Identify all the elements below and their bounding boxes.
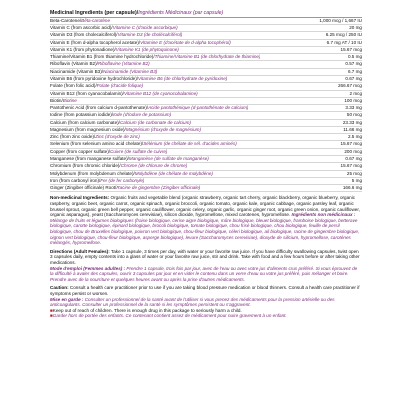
ingredient-name [50, 149, 167, 155]
ingredient-row [50, 25, 362, 32]
warning-text-en: Keep out of reach of children. There is enough drug in this package to seriously harm a child. [52, 307, 242, 313]
ingredient-amount: 15.67 mcg [340, 46, 362, 52]
ingredient-name-fr: Cuivre (de sulfate de cuivre) [110, 148, 168, 154]
ingredient-amount: 2.5 mg [347, 134, 362, 140]
ingredient-name-fr: Vitamine E (d'acétate de d-alpha tocophérol) [140, 39, 231, 45]
ingredient-amount: 15.67 mcg [340, 141, 362, 147]
ingredient-amount: 2 mcg [349, 90, 362, 96]
ingredient-name-fr: Folate (d'acide folique) [96, 83, 144, 89]
ingredient-amount: 6.7 mg [347, 68, 362, 74]
ingredient-name-en: Magnesium (from magnesium oxide)/ [50, 126, 126, 132]
ingredient-name [50, 120, 191, 126]
ingredient-name-en: Copper (from copper sulfate)/ [50, 148, 110, 154]
ingredient-name [50, 32, 182, 38]
ingredient-amount: 0.57 mg [345, 61, 362, 67]
non-medicinal-text-en: Organic fruits and vegetable blend (organic strawberry, organic tart cherry, organic blackberry, organic blueberry, organic raspberry, organic beet, organic carrot, organic spinach, organic broccoli, organic tomato, organic kale, organic cabbage, organic parsley leaf, organic brussel sprout, organic green bell pepper, organic cauliflower, organic celery, organic garlic, organic ginger root, organic green onion, organic cauliflower, organic asparagus), yeast (Saccharomyces cerevisiae), silicon dioxide, hypromellose, mixed carotenes, hypromellose. [50, 195, 360, 218]
directions-text-fr: Prendre 1 capsule, trois fois par jour, avec de l'eau ou avec votre jus d'aliments crus préféré. Si vous éprouvez de la difficulté à avaler des capsules, ouvrir 3 capsules par jour et en vider le contenu dans un verre d'eau ou votre jus préféré, puis mélanger et boire. Prendre avec de la nourriture et quelques heures avant ou après la prise d'autres médicaments. [50, 265, 358, 282]
ingredient-name-en: Thiamine/Vitamin B1 (from thiamine hydrochloride)/ [50, 54, 155, 60]
ingredient-name-en: Vitamin E (from d-alpha tocopherol acetate)/ [50, 39, 141, 45]
ingredient-row [50, 54, 362, 61]
non-medicinal-title-en: Non-medicinal Ingredients: [50, 195, 110, 201]
ingredient-amount: 6.7 mg AT / 10 IU [326, 39, 362, 45]
ingredient-amount: 0.67 mg [345, 156, 362, 162]
ingredient-name [50, 25, 178, 31]
ingredient-row [50, 127, 362, 134]
warning-text-fr: Garder hors de portée des enfants. Ce contenant contient assez de médicament pour nuire gravement à un enfant. [52, 313, 287, 319]
ingredient-row [50, 141, 362, 148]
ingredient-name [50, 54, 260, 60]
ingredient-amount: 100 mcg [344, 97, 362, 103]
non-medicinal-title-fr: Ingrédients non médicinaux : [291, 212, 356, 218]
ingredient-name-fr: Magnésium (d'oxyde de magnésium) [125, 126, 202, 132]
ingredient-name [50, 178, 144, 184]
ingredient-name [50, 156, 209, 162]
ingredient-amount: 1,000 mcg / 1,667 IU [319, 17, 362, 23]
ingredient-name-en: Biotin/ [50, 97, 63, 103]
ingredient-name-en: Ginger (Zingiber officinale) Root/ [50, 185, 117, 191]
ingredient-name-en: Iodine (from potassium iodide)/ [50, 112, 114, 118]
caution-section [50, 285, 362, 319]
ingredient-name [50, 76, 227, 82]
ingredient-name [50, 112, 171, 118]
ingredient-row [50, 178, 362, 185]
ingredient-row [50, 171, 362, 178]
ingredient-name-fr: Iode (d'iodure de potassium) [113, 112, 172, 118]
ingredient-row [50, 32, 362, 39]
ingredient-row [50, 112, 362, 119]
ingredient-name-en: Selenium (from selenium amino acid chelate)/ [50, 141, 144, 147]
ingredient-name-en: Vitamin C (from ascorbic acid)/ [50, 24, 113, 30]
caution-text-fr: Consulter un professionnel de la santé avant de l'utiliser si vous prenez des médicaments pour la pression artérielle ou des anticoagulants. Consulter un professionnel de la santé si les symptômes persistent ou s'aggravent. [50, 296, 335, 308]
ingredient-name-fr: Riboflavine (Vitamine B2) [97, 61, 150, 67]
ingredient-name [50, 163, 187, 169]
ingredient-name-en: Beta-Carotene/ [50, 17, 82, 23]
ingredient-name-fr: Bêta-carotène [81, 17, 111, 23]
ingredient-row [50, 69, 362, 76]
ingredient-name-en: Riboflavin (Vitamin B2)/ [50, 61, 98, 67]
ingredient-name [50, 47, 179, 53]
ingredient-name-en: Zinc (from zinc oxide)/ [50, 134, 96, 140]
ingredient-name-en: Molybdenum (from molybdenum chelate)/ [50, 170, 135, 176]
directions-title-en: Directions (Adult Females): [50, 248, 110, 254]
ingredient-amount: 266.67 mcg [337, 83, 362, 89]
ingredient-name-fr: Zinc (d'oxyde de zinc) [95, 134, 140, 140]
ingredient-name-en: Calcium (from calcium carbonate)/ [50, 119, 120, 125]
directions-text-en: Take 1 capsule, 3 times per day, with water or your favorite raw juice. If you have difficulty swallowing capsules, twist open 3 capsules daily, empty contents into a glass of water or your favorite raw juice, stir and drink. Take with food and a few hours before or after taking other medications. [50, 248, 360, 265]
warning-bullet-icon: ■ [50, 313, 53, 319]
ingredient-name-fr: Sélénium (de chélate de sél. d'acides aminés) [143, 141, 237, 147]
ingredient-name-en: Manganese (from manganese sulfate)/ [50, 156, 129, 162]
ingredient-name [50, 105, 248, 111]
ingredient-name [50, 69, 157, 75]
header-title-fr: Ingrédients Médicinaux (par capsule) [138, 10, 224, 16]
ingredient-amount: 50 mcg [346, 112, 362, 118]
ingredient-row [50, 91, 362, 98]
ingredient-row [50, 163, 362, 170]
label-panel [50, 10, 362, 319]
ingredient-name-fr: Chrome (de chlorure de chrome) [120, 163, 188, 169]
ingredient-name-fr: Acide pantothénique (d-pantothénate de calcium) [148, 105, 249, 111]
ingredient-name-fr: Vitamine B6 (de chlorhydrate de pyridoxine) [138, 75, 228, 81]
ingredient-name-en: Niacinamide (Vitamin B3)/ [50, 68, 104, 74]
non-medicinal-section [50, 195, 362, 245]
caution-title-en: Caution: [50, 285, 69, 291]
ingredient-name-fr: Racine de gingembre (Zingiber officinale) [116, 185, 201, 191]
ingredient-row [50, 105, 362, 112]
ingredient-name [50, 83, 143, 89]
ingredient-row [50, 61, 362, 68]
ingredient-row [50, 134, 362, 141]
ingredient-name-fr: Vitamine C (d'acide ascorbique) [112, 24, 178, 30]
ingredient-name [50, 141, 237, 147]
ingredient-name-en: Vitamin B12 (from cyanocobalamin)/ [50, 90, 124, 96]
ingredient-name-en: Vitamin B6 (from pyridoxine hydrochloride)/ [50, 75, 138, 81]
ingredient-name [50, 134, 140, 140]
ingredient-name-fr: Vitamine B12 (de cyanocobalamine) [123, 90, 198, 96]
ingredient-amount: 5 mg [351, 177, 362, 183]
ingredient-name-fr: Calcium (de carbonate de calcium) [119, 119, 191, 125]
ingredient-name-en: Vitamin D3 (from cholecalciferol)/ [50, 32, 118, 38]
ingredient-row [50, 18, 362, 25]
ingredient-name-fr: Vitamine K1 (de phytoquinone) [115, 46, 179, 52]
ingredients-header [50, 10, 362, 18]
ingredient-name [50, 40, 231, 46]
ingredient-name-en: Vitamin K1 (from phytonadione)/ [50, 46, 116, 52]
ingredients-table [50, 18, 362, 193]
ingredient-name-en: Iron (from carbonyl iron)/ [50, 177, 101, 183]
ingredient-row [50, 185, 362, 192]
ingredient-amount: 20 mg [349, 24, 362, 30]
ingredient-name [50, 127, 201, 133]
ingredient-row [50, 120, 362, 127]
ingredient-name-en: Pantothenic Acid (from calcium d-pantothenate)/ [50, 105, 149, 111]
non-medicinal-text-fr: Mélange de fruits et légumes biologiques (fraise biologique, cerise aigre biologique, mûre biologique, bleuet biologique, framboise biologique, betterave biologique, carotte biologique, épinard biologique, brocoli biologique, tomate biologique, chou frisé biologique, chou biologique, feuille de persil biologique, chou de Bruxelles biologique, poivron vert biologique, chou-fleur biologique, céleri biologique, ail biologique, racine de gingembre biologique, oignon vert biologique, chou-fleur biologique, asperge biologique), levure (Saccharomyces cerevisiae), dioxyde de silicium, hypromellose, caroténes mélangés, hypromellose. [50, 217, 360, 246]
ingredient-amount: 200 mcg [344, 148, 362, 154]
caution-text-en: Consult a health care practitioner prior to use if you are taking blood pressure medication or blood thinners. Consult a health care practitioner if symptoms persist or worsen. [50, 285, 360, 296]
ingredient-amount: 15.67 mcg [340, 163, 362, 169]
header-title-en: Medicinal Ingredients (per capsule)/ [50, 10, 139, 16]
ingredient-name-fr: Niacinamide (Vitamine B3) [103, 68, 158, 74]
ingredient-row [50, 149, 362, 156]
ingredient-name-en: Folate (from folic acid)/ [50, 83, 97, 89]
ingredient-row [50, 76, 362, 83]
ingredient-name-fr: Biotine [62, 97, 77, 103]
ingredient-amount: 25 mcg [346, 170, 362, 176]
ingredient-name [50, 61, 150, 67]
warning-bullet-icon: ■ [50, 307, 53, 313]
directions-title-fr: Mode d'emploi (Femmes adultes) : [50, 265, 126, 271]
ingredient-name [50, 171, 213, 177]
ingredient-name-fr: Thiamine/Vitamine B1 (de chlorhydrate de thiamine) [154, 54, 261, 60]
ingredient-row [50, 47, 362, 54]
ingredient-name-en: Chromium (from chromic chloride)/ [50, 163, 121, 169]
ingredient-row [50, 40, 362, 47]
ingredient-name-fr: Manganèse (de sulfate de manganèse) [128, 156, 209, 162]
ingredient-amount: 6.25 mcg / 250 IU [325, 32, 362, 38]
caution-title-fr: Mise en garde : [50, 296, 84, 302]
ingredient-name-fr: Vitamine D3 (de cholécalciférol) [117, 32, 183, 38]
ingredient-name [50, 185, 200, 191]
ingredient-amount: 3.33 mg [345, 105, 362, 111]
directions-section [50, 249, 362, 283]
ingredient-name-fr: Fer (de fer carbonyle) [100, 177, 145, 183]
ingredient-name [50, 91, 198, 97]
ingredient-name [50, 18, 110, 24]
ingredient-amount: 0.5 mg [347, 54, 362, 60]
ingredient-row [50, 156, 362, 163]
ingredient-row [50, 83, 362, 90]
ingredient-row [50, 98, 362, 105]
ingredient-amount: 0.67 mg [345, 75, 362, 81]
ingredient-amount: 11.66 mg [343, 126, 362, 132]
ingredient-amount: 166.6 mg [342, 185, 362, 191]
ingredient-name-fr: Molybdène (de chélate de molybdène) [134, 170, 213, 176]
ingredient-name [50, 98, 77, 104]
ingredient-amount: 23.33 mg [342, 119, 362, 125]
